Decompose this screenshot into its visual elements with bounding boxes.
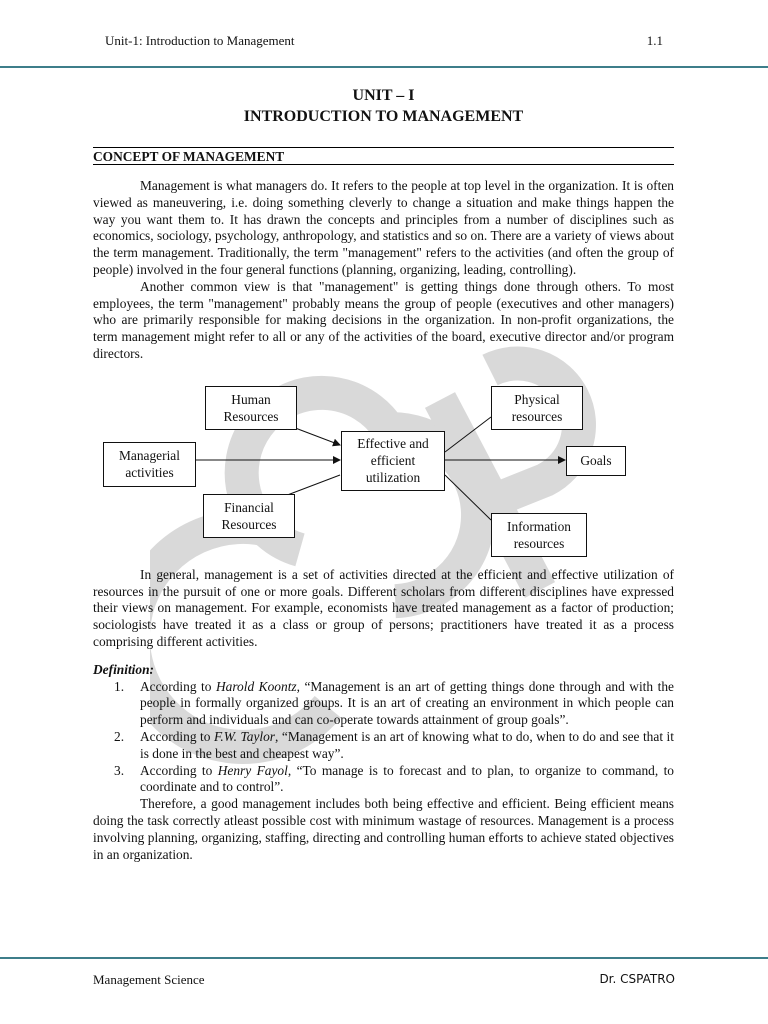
author-name: F.W. Taylor [213,728,276,744]
list-prefix: According to [140,678,216,694]
header-rule [0,66,768,68]
box-line: Managerial [119,448,180,464]
box-physical-resources [491,386,583,430]
list-prefix: According to [140,762,218,778]
unit-subtitle: INTRODUCTION TO MANAGEMENT [243,108,524,125]
unit-title: UNIT – I [352,87,415,104]
author-name: Henry Fayol [217,762,288,778]
footer-rule [0,957,768,959]
box-line: utilization [365,470,421,486]
box-managerial-activities [103,442,196,487]
definition-text: , “To manage is to forecast and to plan, to organize to command, to coordinate and to control”. [140,762,675,795]
box-line: resources [511,408,563,424]
list-item [93,679,674,729]
management-diagram [93,370,674,566]
list-prefix: According to [140,728,214,744]
box-line: Human [231,391,271,407]
paragraph-1: Management is what managers do. It refers to the people at top level in the organization. It is often viewed as maneuvering, i.e. doing something cleverly to change a situation and make things happen the way you want them to. It has drawn the concepts and principles from a number of disciplines such as economics, sociology, psychology, anthropology, and statistics and so on. There are a variety of views about the term management. Traditionally, the term "management" refers to the activities (and often the group of people) involved in the four general functions (planning, organizing, leading, controlling). [93,178,674,277]
paragraph-4: Therefore, a good management includes both being effective and efficient. Being efficient means doing the task correctly atleast possible cost with minimum wastage of resources. Management is a process involving planning, organizing, staffing, directing and controlling human efforts to achieve stated objectives in an organization. [93,796,674,862]
line-information [445,475,491,520]
box-line: activities [125,465,174,481]
box-line: Physical [514,391,560,407]
section-heading: CONCEPT OF MANAGEMENT [93,147,674,165]
footer-author: Dr. CSPATRO [599,972,675,986]
box-line: Financial [224,499,274,515]
page-content [93,85,674,863]
list-number: 3. [114,762,125,778]
box-information-resources [491,513,587,557]
box-line: Effective and [357,436,429,452]
line-physical [445,417,491,452]
footer-course: Management Science [93,972,205,987]
box-human-resources [205,386,297,430]
definition-text: , “Management is an art of knowing what to do, when to do and see that it is done in the best and cheapest way”. [140,728,674,761]
page-footer [93,972,675,988]
list-item [93,763,674,797]
box-line: Resources [223,408,279,424]
box-goals: Goals [566,446,626,476]
header-unit: Unit-1: Introduction to Management [105,33,295,48]
box-line: efficient [370,453,416,469]
definition-list [93,679,674,797]
author-name: Harold Koontz [215,678,297,694]
header-page-number: 1.1 [646,33,663,48]
box-line: Information [507,518,571,534]
box-financial-resources [203,494,295,538]
definition-text: , “Management is an art of getting things done through and with the people in formally organized groups. It is an art of creating an environment in which people can perform and individuals and can co-operate towards attainment of group goals”. [140,678,674,728]
definition-heading: Definition: [93,661,155,677]
page-header [105,33,663,49]
paragraph-3: In general, management is a set of activities directed at the efficient and effective utilization of resources in the pursuit of one or more goals. Different scholars from different disciplines have expressed their views on management. For example, economists have treated management as a factor of production; sociologists have treated it as a class or group of persons; practitioners have treated it as a process comprising different activities. [93,566,674,649]
list-item [93,729,674,763]
list-number: 1. [114,678,125,694]
box-line: resources [513,535,565,551]
paragraph-2: Another common view is that "management" is getting things done through others. To most employees, the term "management" probably means the group of people (executives and other managers) who are primarily responsible for making decisions in the organization. In non-profit organizations, the term management might refer to all or any of the activities of the board, executive director and/or program directors. [93,278,674,361]
list-number: 2. [114,728,125,744]
box-line: Resources [221,516,277,532]
box-effective-utilization [341,431,445,491]
